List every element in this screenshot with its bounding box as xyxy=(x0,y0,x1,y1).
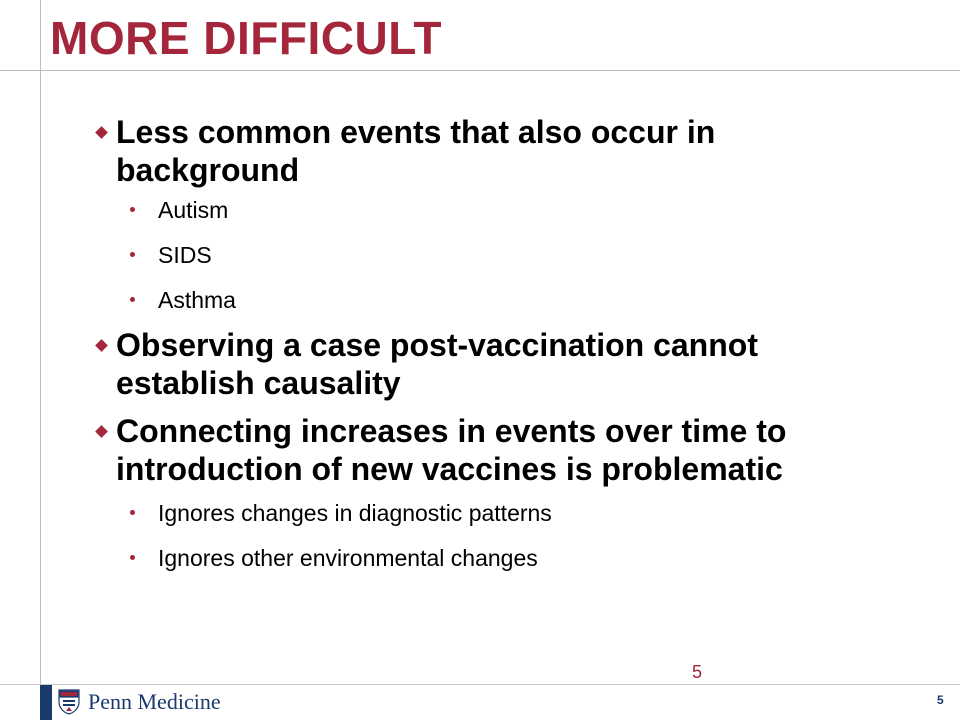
diamond-bullet-icon xyxy=(95,339,108,352)
sub-bullet-text: Asthma xyxy=(158,287,236,313)
slide-number-center: 5 xyxy=(692,662,703,682)
bullet-3-text: Connecting increases in events over time to introduction of new vaccines is problematic xyxy=(116,413,787,487)
bullet-2-text: Observing a case post-vaccination cannot establish causality xyxy=(116,327,758,401)
penn-shield-icon xyxy=(58,689,80,715)
dot-bullet-icon xyxy=(130,252,135,257)
title-divider xyxy=(0,70,960,71)
sub-bullet-3-1 xyxy=(94,498,834,528)
sub-bullet-1-2 xyxy=(94,240,834,270)
diamond-bullet-icon xyxy=(95,126,108,139)
dot-bullet-icon xyxy=(130,555,135,560)
sub-bullet-text: Ignores other environmental changes xyxy=(158,545,538,571)
sub-bullet-text: Ignores changes in diagnostic patterns xyxy=(158,500,552,526)
footer-page-number: 5 xyxy=(937,693,944,707)
sub-bullet-3-2 xyxy=(94,543,834,573)
bullet-3 xyxy=(94,412,834,488)
footer-divider xyxy=(0,684,960,685)
sub-bullet-text: Autism xyxy=(158,197,229,223)
footer-accent-bar xyxy=(40,685,52,720)
slide-content xyxy=(94,113,834,573)
slide-title: MORE DIFFICULT xyxy=(50,12,442,64)
dot-bullet-icon xyxy=(130,510,135,515)
sub-bullet-1-1 xyxy=(94,195,834,225)
bullet-1 xyxy=(94,113,834,189)
bullet-2 xyxy=(94,326,834,402)
logo-text: Penn Medicine xyxy=(88,689,221,714)
penn-medicine-logo xyxy=(58,688,221,716)
bullet-1-text: Less common events that also occur in background xyxy=(116,114,716,188)
diamond-bullet-icon xyxy=(95,425,108,438)
left-divider xyxy=(40,0,41,684)
dot-bullet-icon xyxy=(130,207,135,212)
dot-bullet-icon xyxy=(130,297,135,302)
sub-bullet-text: SIDS xyxy=(158,242,212,268)
sub-bullet-1-3 xyxy=(94,285,834,315)
